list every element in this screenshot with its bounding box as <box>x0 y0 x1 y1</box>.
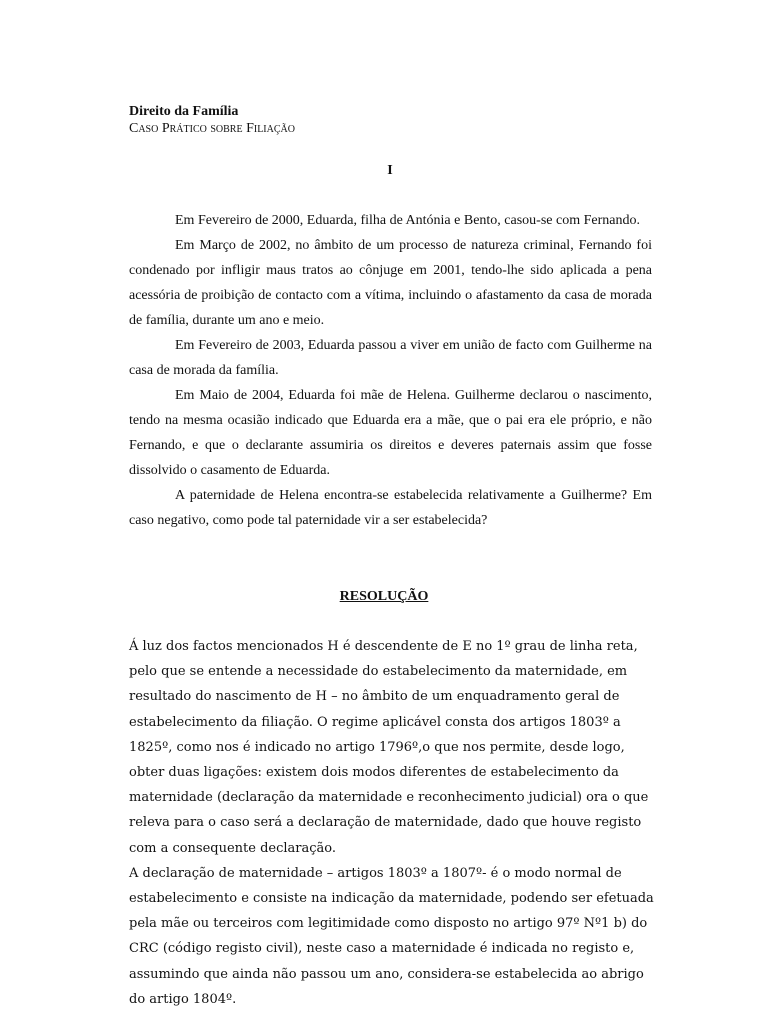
case-paragraph: Em Março de 2002, no âmbito de um processo de natureza criminal, Fernando foi condenado por infligir maus tratos ao cônjuge em 2001, tendo-lhe sido aplicada a pena acessória de proibição de contacto com a vítima, incluindo o afastamento da casa de morada de família, durante um ano e meio. <box>129 238 652 328</box>
case-paragraph: A paternidade de Helena encontra-se estabelecida relativamente a Guilherme? Em caso negativo, como pode tal paternidade vir a ser estabelecida? <box>129 488 652 528</box>
resolution-paragraph: Á luz dos factos mencionados H é descendente de E no 1º grau de linha reta, pelo que se entende a necessidade do estabelecimento da maternidade, em resultado do nascimento de H – no âmbito de um enquadramento geral de estabelecimento da filiação. O regime aplicável consta dos artigos 1803º a 1825º, como nos é indicado no artigo 1796º,o que nos permite, desde logo, obter duas ligações: existem dois modos diferentes de estabelecimento da maternidade (declaração da maternidade e reconhecimento judicial) ora o que releva para o caso será a declaração de maternidade, dado que houve registo com a consequente declaração. <box>129 639 649 856</box>
case-paragraph: Em Maio de 2004, Eduarda foi mãe de Helena. Guilherme declarou o nascimento, tendo na mesma ocasião indicado que Eduarda era a mãe, que o pai era ele próprio, e não Fernando, e que o declarante assumiria os direitos e deveres paternais assim que fosse dissolvido o casamento de Eduarda. <box>129 388 652 478</box>
section-number: I <box>387 163 393 178</box>
resolution-paragraph: A declaração de maternidade – artigos 1803º a 1807º- é o modo normal de estabelecimento e consiste na indicação da maternidade, podendo ser efetuada pela mãe ou terceiros com legitimidade como disposto no artigo 97º Nº1 b) do CRC (código registo civil), neste caso a maternidade é indicada no registo e, assumindo que ainda não passou um ano, considera-se estabelecida ao abrigo do artigo 1804º. <box>129 865 654 1007</box>
case-paragraph: Em Fevereiro de 2003, Eduarda passou a viver em união de facto com Guilherme na casa de morada da família. <box>129 338 652 378</box>
course-title: Direito da Família <box>129 104 239 119</box>
document-subtitle: Caso Prático sobre Filiação <box>129 121 295 136</box>
case-paragraph: Em Fevereiro de 2000, Eduarda, filha de Antónia e Bento, casou-se com Fernando. <box>175 213 640 228</box>
case-statement <box>129 208 652 533</box>
resolution-heading: RESOLUÇÃO <box>339 589 429 604</box>
resolution-body <box>129 634 657 1012</box>
